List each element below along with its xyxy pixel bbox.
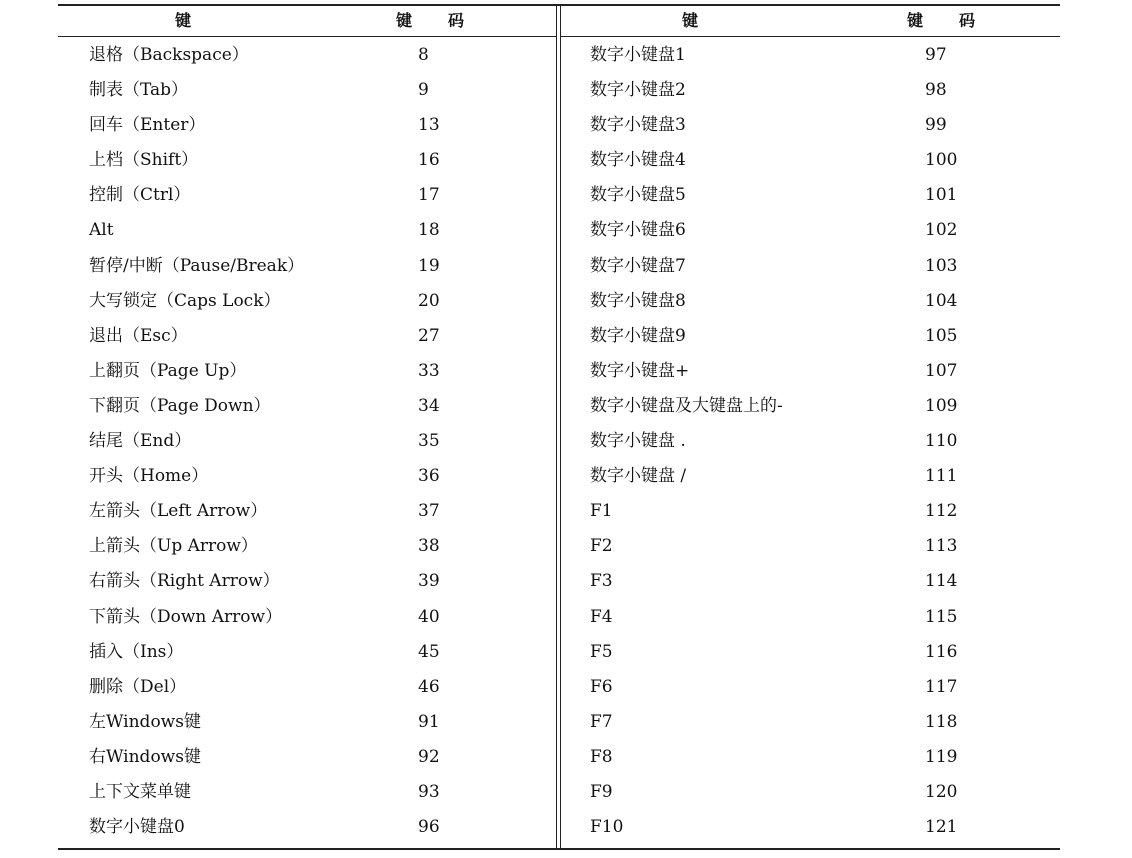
table-row: [561, 741, 1060, 776]
key-name-cell: F2: [590, 536, 613, 557]
key-name-cell: 数字小键盘+: [590, 360, 690, 381]
key-code-cell: 36: [418, 466, 440, 487]
table-row: [561, 74, 1060, 109]
key-name-cell: 数字小键盘0: [89, 817, 185, 838]
key-name-cell: 下箭头（Down Arrow）: [89, 606, 283, 627]
key-code-cell: 100: [925, 150, 958, 171]
key-code-cell: 39: [418, 571, 440, 592]
key-name-cell: F1: [590, 501, 613, 522]
key-name-cell: 数字小键盘6: [590, 220, 686, 241]
table-row: [58, 425, 556, 460]
key-name-cell: 数字小键盘7: [590, 255, 686, 276]
key-code-cell: 103: [925, 255, 958, 276]
table-row: [58, 144, 556, 179]
table-row: [561, 601, 1060, 636]
key-code-cell: 18: [418, 220, 440, 241]
key-code-cell: 115: [925, 606, 958, 627]
table-row: [561, 671, 1060, 706]
key-code-cell: 46: [418, 676, 440, 697]
key-code-cell: 116: [925, 641, 958, 662]
key-code-cell: 27: [418, 325, 440, 346]
table-row: [58, 565, 556, 600]
key-code-cell: 20: [418, 290, 440, 311]
key-name-cell: 左Windows键: [89, 711, 201, 732]
table-row: [561, 179, 1060, 214]
key-code-cell: 118: [925, 711, 958, 732]
table-row: [561, 776, 1060, 811]
key-name-cell: 退格（Backspace）: [89, 45, 249, 65]
table-row: [561, 250, 1060, 285]
key-code-cell: 101: [925, 185, 958, 206]
key-code-cell: 117: [925, 676, 958, 697]
key-code-cell: 109: [925, 395, 958, 416]
table-row: [58, 741, 556, 776]
key-code-cell: 45: [418, 641, 440, 662]
key-name-cell: 上档（Shift）: [89, 150, 199, 171]
table-row: [561, 214, 1060, 249]
key-code-cell: 8: [418, 45, 429, 65]
key-name-cell: 插入（Ins）: [89, 641, 184, 662]
key-name-cell: 数字小键盘 /: [590, 466, 687, 487]
key-code-cell: 40: [418, 606, 440, 627]
keycode-table: [58, 4, 1060, 850]
table-row: [58, 109, 556, 144]
table-row: [561, 565, 1060, 600]
key-name-cell: 结尾（End）: [89, 431, 192, 452]
key-name-cell: 回车（Enter）: [89, 115, 206, 136]
key-code-cell: 120: [925, 781, 958, 802]
key-name-cell: 数字小键盘5: [590, 185, 686, 206]
header-key-right: 键: [682, 11, 699, 30]
key-code-cell: 37: [418, 501, 440, 522]
key-name-cell: F6: [590, 676, 613, 697]
key-code-cell: 13: [418, 115, 440, 136]
key-code-cell: 97: [925, 45, 947, 65]
key-name-cell: Alt: [89, 220, 114, 241]
key-name-cell: 数字小键盘1: [590, 45, 686, 65]
key-name-cell: 暂停/中断（Pause/Break）: [89, 255, 305, 276]
table-row: [561, 144, 1060, 179]
key-name-cell: 数字小键盘4: [590, 150, 686, 171]
table-row: [58, 390, 556, 425]
table-row: [58, 601, 556, 636]
key-name-cell: F3: [590, 571, 613, 592]
key-name-cell: F4: [590, 606, 613, 627]
key-code-cell: 33: [418, 360, 440, 381]
key-code-cell: 96: [418, 817, 440, 838]
table-row: [58, 706, 556, 741]
table-row: [561, 320, 1060, 355]
key-code-cell: 93: [418, 781, 440, 802]
key-code-cell: 111: [925, 466, 958, 487]
key-code-cell: 107: [925, 360, 958, 381]
key-code-cell: 113: [925, 536, 958, 557]
table-row: [58, 495, 556, 530]
table-row: [58, 636, 556, 671]
key-code-cell: 16: [418, 150, 440, 171]
key-name-cell: 开头（Home）: [89, 466, 209, 487]
table-row: [561, 355, 1060, 390]
table-row: [561, 460, 1060, 495]
key-name-cell: 制表（Tab）: [89, 80, 189, 101]
key-name-cell: 控制（Ctrl）: [89, 185, 191, 206]
key-name-cell: 上箭头（Up Arrow）: [89, 536, 258, 557]
right-rows: [561, 39, 1060, 846]
key-name-cell: 下翻页（Page Down）: [89, 395, 271, 416]
table-row: [58, 355, 556, 390]
key-name-cell: 右Windows键: [89, 746, 201, 767]
key-name-cell: 数字小键盘3: [590, 115, 686, 136]
table-row: [561, 636, 1060, 671]
table-row: [58, 530, 556, 565]
key-code-cell: 92: [418, 746, 440, 767]
key-code-cell: 99: [925, 115, 947, 136]
table-row: [561, 425, 1060, 460]
left-rows: [58, 39, 556, 846]
table-row: [58, 671, 556, 706]
key-code-cell: 110: [925, 431, 958, 452]
key-code-cell: 105: [925, 325, 958, 346]
key-code-cell: 38: [418, 536, 440, 557]
table-row: [58, 460, 556, 495]
table-row: [58, 39, 556, 74]
table-row: [561, 390, 1060, 425]
key-name-cell: F8: [590, 746, 613, 767]
table-row: [58, 776, 556, 811]
table-row: [561, 285, 1060, 320]
table-row: [58, 250, 556, 285]
key-name-cell: F10: [590, 817, 624, 838]
key-name-cell: F5: [590, 641, 613, 662]
header-code-right: 键码: [907, 11, 1012, 30]
key-name-cell: F7: [590, 711, 613, 732]
table-row: [561, 495, 1060, 530]
key-code-cell: 104: [925, 290, 958, 311]
header-key-left: 键: [175, 11, 192, 30]
left-half: [58, 6, 556, 848]
table-row: [58, 320, 556, 355]
key-code-cell: 98: [925, 80, 947, 101]
key-name-cell: 上下文菜单键: [89, 781, 191, 802]
header-row-left: [58, 6, 556, 37]
key-code-cell: 121: [925, 817, 958, 838]
table-row: [58, 811, 556, 846]
key-name-cell: 数字小键盘2: [590, 80, 686, 101]
key-name-cell: F9: [590, 781, 613, 802]
header-code-left: 键码: [396, 11, 501, 30]
table-row: [58, 285, 556, 320]
key-name-cell: 退出（Esc）: [89, 325, 188, 346]
key-code-cell: 9: [418, 80, 429, 101]
table-row: [58, 179, 556, 214]
key-name-cell: 数字小键盘9: [590, 325, 686, 346]
key-name-cell: 数字小键盘 .: [590, 431, 686, 452]
table-row: [58, 214, 556, 249]
table-row: [58, 74, 556, 109]
key-code-cell: 114: [925, 571, 958, 592]
table-row: [561, 39, 1060, 74]
key-name-cell: 数字小键盘8: [590, 290, 686, 311]
table-row: [561, 811, 1060, 846]
key-name-cell: 右箭头（Right Arrow）: [89, 571, 280, 592]
key-code-cell: 119: [925, 746, 958, 767]
key-code-cell: 102: [925, 220, 958, 241]
key-name-cell: 大写锁定（Caps Lock）: [89, 290, 281, 311]
key-code-cell: 34: [418, 395, 440, 416]
key-code-cell: 35: [418, 431, 440, 452]
key-name-cell: 数字小键盘及大键盘上的-: [590, 395, 783, 416]
right-half: [561, 6, 1060, 848]
table-row: [561, 706, 1060, 741]
key-name-cell: 上翻页（Page Up）: [89, 360, 247, 381]
table-row: [561, 109, 1060, 144]
header-row-right: [561, 6, 1060, 37]
key-name-cell: 删除（Del）: [89, 676, 187, 697]
key-code-cell: 19: [418, 255, 440, 276]
key-name-cell: 左箭头（Left Arrow）: [89, 501, 268, 522]
table-row: [561, 530, 1060, 565]
key-code-cell: 112: [925, 501, 958, 522]
key-code-cell: 17: [418, 185, 440, 206]
key-code-cell: 91: [418, 711, 440, 732]
